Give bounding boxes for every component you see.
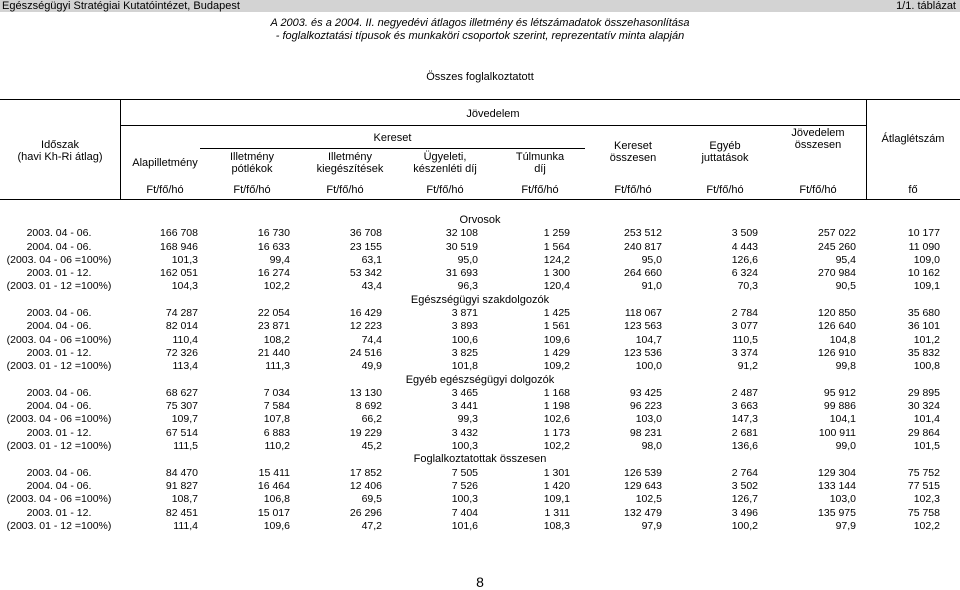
table-cell: 104,1 xyxy=(829,413,856,426)
table-cell: 36 708 xyxy=(349,227,382,240)
table-cell: 6 883 xyxy=(263,426,290,439)
table-cell: 24 516 xyxy=(349,346,382,359)
table-cell: 102,3 xyxy=(913,493,940,506)
table-cell: 7 034 xyxy=(263,386,290,399)
table-cell: 100,3 xyxy=(451,440,478,453)
kereset-osszesen-header xyxy=(593,140,673,164)
table-cell: 43,4 xyxy=(361,280,382,293)
table-cell: 3 825 xyxy=(451,346,478,359)
jovedelem-osszesen-header xyxy=(778,127,858,151)
table-cell: 35 832 xyxy=(907,346,940,359)
table-cell: 75 752 xyxy=(907,466,940,479)
table-cell: 2 784 xyxy=(731,307,758,320)
period-header-line2: (havi Kh-Ri átlag) xyxy=(17,151,103,163)
table-row xyxy=(0,440,960,453)
illetmeny-potlekok-header xyxy=(212,151,292,175)
table-cell: 69,5 xyxy=(361,493,382,506)
table-cell: 123 563 xyxy=(624,320,662,333)
header-line: Ügyeleti, xyxy=(423,151,467,163)
row-label: 2003. 01 - 12. xyxy=(26,426,92,439)
table-cell: 257 022 xyxy=(818,227,856,240)
table-cell: 84 470 xyxy=(165,466,198,479)
table-cell: 123 536 xyxy=(624,346,662,359)
table-cell: 3 496 xyxy=(731,506,758,519)
unit-label: Ft/fő/hó xyxy=(146,184,184,196)
title-line-2: - foglalkoztatási típusok és munkaköri csoportok szerint, reprezentatív minta alapján xyxy=(275,30,685,42)
table-row xyxy=(0,241,960,254)
table-cell: 107,8 xyxy=(263,413,290,426)
table-cell: 126 539 xyxy=(624,466,662,479)
row-label: (2003. 04 - 06 =100%) xyxy=(6,253,112,266)
table-cell: 29 864 xyxy=(907,426,940,439)
table-cell: 101,6 xyxy=(451,519,478,532)
table-cell: 1 425 xyxy=(543,307,570,320)
table-cell: 110,2 xyxy=(264,440,290,453)
row-label: 2004. 04 - 06. xyxy=(26,320,92,333)
unit-label: Ft/fő/hó xyxy=(426,184,464,196)
table-cell: 53 342 xyxy=(349,267,382,280)
table-cell: 99,0 xyxy=(835,440,856,453)
table-cell: 113,4 xyxy=(172,360,198,373)
table-cell: 45,2 xyxy=(361,440,382,453)
table-cell: 29 895 xyxy=(907,386,940,399)
table-cell: 1 420 xyxy=(543,479,570,492)
table-cell: 162 051 xyxy=(160,267,198,280)
table-cell: 16 464 xyxy=(257,479,290,492)
table-cell: 91,0 xyxy=(641,280,662,293)
table-cell: 3 077 xyxy=(731,320,758,333)
header-line: juttatások xyxy=(701,152,749,164)
table-cell: 100,0 xyxy=(635,360,662,373)
table-cell: 135 975 xyxy=(818,506,856,519)
header-line: pótlékok xyxy=(231,163,273,175)
table-cell: 1 198 xyxy=(543,400,570,413)
row-label: (2003. 04 - 06 =100%) xyxy=(6,333,112,346)
header-line: díj xyxy=(534,163,546,175)
unit-label: Ft/fő/hó xyxy=(799,184,837,196)
table-cell: 13 130 xyxy=(349,386,382,399)
table-cell: 129 643 xyxy=(624,479,662,492)
table-cell: 16 274 xyxy=(257,267,290,280)
table-cell: 99 886 xyxy=(823,400,856,413)
table-row xyxy=(0,267,960,280)
table-cell: 100,3 xyxy=(451,493,478,506)
table-cell: 120,4 xyxy=(543,280,570,293)
table-cell: 111,4 xyxy=(173,519,198,532)
jovedelem-header: Jövedelem xyxy=(466,108,520,120)
table-cell: 22 054 xyxy=(257,307,290,320)
row-label: 2003. 01 - 12. xyxy=(26,506,92,519)
header-line: összesen xyxy=(609,152,657,164)
header-bar xyxy=(0,0,960,12)
unit-label: Ft/fő/hó xyxy=(521,184,559,196)
table-cell: 100,6 xyxy=(451,333,478,346)
table-cell: 30 519 xyxy=(445,240,478,253)
table-cell: 99,3 xyxy=(457,413,478,426)
row-label: 2003. 04 - 06. xyxy=(26,227,92,240)
table-cell: 95,0 xyxy=(457,253,478,266)
table-cell: 102,2 xyxy=(263,280,290,293)
table-cell: 270 984 xyxy=(818,267,856,280)
table-cell: 111,5 xyxy=(173,440,198,453)
unit-label: Ft/fő/hó xyxy=(233,184,271,196)
row-label: (2003. 01 - 12 =100%) xyxy=(6,360,112,373)
institute-name: Egészségügyi Stratégiai Kutatóintézet, Budapest xyxy=(2,0,240,12)
row-label: 2004. 04 - 06. xyxy=(26,479,92,492)
table-cell: 109,0 xyxy=(913,253,940,266)
table-cell: 11 090 xyxy=(908,240,940,253)
header-line: Egyéb xyxy=(709,140,741,152)
table-cell: 3 441 xyxy=(451,400,478,413)
table-cell: 132 479 xyxy=(624,506,662,519)
table-cell: 4 443 xyxy=(731,240,758,253)
section-heading xyxy=(0,294,960,307)
table-cell: 30 324 xyxy=(907,400,940,413)
table-cell: 3 509 xyxy=(731,227,758,240)
table-cell: 68 627 xyxy=(165,386,198,399)
table-cell: 77 515 xyxy=(907,479,940,492)
table-row xyxy=(0,320,960,333)
table-cell: 102,6 xyxy=(543,413,570,426)
table-cell: 49,9 xyxy=(361,360,382,373)
subtitle: Összes foglalkoztatott xyxy=(426,71,534,83)
table-cell: 75 758 xyxy=(907,506,940,519)
table-cell: 36 101 xyxy=(907,320,940,333)
table-cell: 101,5 xyxy=(913,440,940,453)
row-label: 2003. 01 - 12. xyxy=(26,346,92,359)
row-label: (2003. 01 - 12 =100%) xyxy=(6,280,112,293)
table-cell: 109,7 xyxy=(171,413,198,426)
table-cell: 7 505 xyxy=(451,466,478,479)
table-cell: 126 640 xyxy=(818,320,856,333)
table-row xyxy=(0,507,960,520)
period-header xyxy=(0,139,120,163)
table-cell: 3 374 xyxy=(731,346,758,359)
table-cell: 102,5 xyxy=(635,493,662,506)
table-cell: 8 692 xyxy=(355,400,382,413)
unit-label: Ft/fő/hó xyxy=(706,184,744,196)
table-cell: 147,3 xyxy=(731,413,758,426)
table-cell: 1 173 xyxy=(543,426,570,439)
table-cell: 245 260 xyxy=(818,240,856,253)
table-body xyxy=(0,214,960,533)
table-cell: 70,3 xyxy=(737,280,758,293)
table-cell: 104,3 xyxy=(171,280,198,293)
table-cell: 1 429 xyxy=(543,346,570,359)
table-cell: 110,4 xyxy=(172,333,198,346)
table-row xyxy=(0,347,960,360)
unit-label: Ft/fő/hó xyxy=(614,184,652,196)
table-cell: 108,2 xyxy=(263,333,290,346)
title-line-1: A 2003. és a 2004. II. negyedévi átlagos illetmény és létszámadatok összehasonlítása xyxy=(270,17,690,29)
page-number: 8 xyxy=(476,574,484,590)
egyeb-header xyxy=(685,140,765,164)
table-cell: 95,0 xyxy=(641,253,662,266)
table-cell: 2 764 xyxy=(731,466,758,479)
table-cell: 264 660 xyxy=(624,267,662,280)
table-cell: 16 429 xyxy=(349,307,382,320)
table-cell: 108,7 xyxy=(171,493,198,506)
table-row xyxy=(0,467,960,480)
table-cell: 3 465 xyxy=(451,386,478,399)
table-cell: 63,1 xyxy=(361,253,382,266)
section-heading xyxy=(0,453,960,466)
kereset-underline xyxy=(200,148,585,149)
table-cell: 72 326 xyxy=(165,346,198,359)
row-label: (2003. 01 - 12 =100%) xyxy=(6,440,112,453)
table-row xyxy=(0,334,960,347)
table-cell: 32 108 xyxy=(445,227,478,240)
table-cell: 15 411 xyxy=(258,466,290,479)
table-cell: 93 425 xyxy=(629,386,662,399)
table-row xyxy=(0,387,960,400)
table-row xyxy=(0,307,960,320)
table-cell: 16 730 xyxy=(257,227,290,240)
row-label: 2004. 04 - 06. xyxy=(26,400,92,413)
table-cell: 82 014 xyxy=(165,320,198,333)
header-line: Illetmény xyxy=(327,151,373,163)
table-cell: 17 852 xyxy=(349,466,382,479)
table-cell: 110,5 xyxy=(732,333,758,346)
table-cell: 19 229 xyxy=(349,426,382,439)
table-row xyxy=(0,427,960,440)
table-cell: 95,4 xyxy=(835,253,856,266)
section-heading xyxy=(0,374,960,387)
illetmeny-kieg-header xyxy=(300,151,400,175)
table-cell: 104,7 xyxy=(635,333,662,346)
table-cell: 10 162 xyxy=(907,267,940,280)
table-cell: 1 561 xyxy=(543,320,570,333)
table-cell: 99,8 xyxy=(835,360,856,373)
table-cell: 1 301 xyxy=(543,466,570,479)
table-cell: 109,6 xyxy=(543,333,570,346)
table-cell: 91,2 xyxy=(737,360,758,373)
section-title: Orvosok xyxy=(459,214,501,226)
table-cell: 101,4 xyxy=(913,413,940,426)
table-cell: 74 287 xyxy=(165,307,198,320)
table-cell: 3 502 xyxy=(731,479,758,492)
table-cell: 97,9 xyxy=(835,519,856,532)
table-cell: 66,2 xyxy=(361,413,382,426)
table-cell: 75 307 xyxy=(165,400,198,413)
header-line: Illetmény xyxy=(229,151,275,163)
table-cell: 3 893 xyxy=(451,320,478,333)
header-line: Jövedelem xyxy=(791,127,845,139)
table-cell: 7 584 xyxy=(263,400,290,413)
table-cell: 3 871 xyxy=(451,307,478,320)
table-cell: 10 177 xyxy=(907,227,940,240)
section-title: Foglalkoztatottak összesen xyxy=(413,453,547,466)
table-cell: 126 910 xyxy=(818,346,856,359)
table-cell: 136,6 xyxy=(731,440,758,453)
table-cell: 126,7 xyxy=(731,493,758,506)
row-label: 2003. 04 - 06. xyxy=(26,466,92,479)
table-row xyxy=(0,400,960,413)
header-line: készenléti díj xyxy=(413,163,477,175)
header-line: Kereset xyxy=(614,140,652,152)
section-heading xyxy=(0,214,960,227)
table-cell: 168 946 xyxy=(160,240,198,253)
section-title: Egyéb egészségügyi dolgozók xyxy=(405,373,555,386)
table-cell: 15 017 xyxy=(257,506,290,519)
header-line: kiegészítések xyxy=(316,163,384,175)
table-cell: 100,2 xyxy=(731,519,758,532)
table-row xyxy=(0,360,960,373)
table-cell: 104,8 xyxy=(829,333,856,346)
table-cell: 124,2 xyxy=(543,253,570,266)
table-cell: 120 850 xyxy=(818,307,856,320)
table-cell: 82 451 xyxy=(165,506,198,519)
table-cell: 96 223 xyxy=(629,400,662,413)
jovedelem-underline xyxy=(120,125,866,126)
table-row xyxy=(0,493,960,506)
table-row xyxy=(0,480,960,493)
table-cell: 109,1 xyxy=(543,493,570,506)
table-cell: 3 432 xyxy=(451,426,478,439)
table-cell: 23 155 xyxy=(349,240,382,253)
table-cell: 12 406 xyxy=(349,479,382,492)
table-cell: 126,6 xyxy=(731,253,758,266)
table-cell: 101,3 xyxy=(171,253,198,266)
table-cell: 100,8 xyxy=(913,360,940,373)
header-line: összesen xyxy=(794,139,842,151)
table-row xyxy=(0,413,960,426)
row-label: (2003. 01 - 12 =100%) xyxy=(6,519,112,532)
table-cell: 7 526 xyxy=(451,479,478,492)
table-cell: 101,8 xyxy=(451,360,478,373)
table-cell: 12 223 xyxy=(349,320,382,333)
table-cell: 240 817 xyxy=(624,240,662,253)
row-label: 2004. 04 - 06. xyxy=(26,240,92,253)
table-cell: 21 440 xyxy=(257,346,290,359)
table-cell: 74,4 xyxy=(361,333,382,346)
table-cell: 2 487 xyxy=(731,386,758,399)
row-label: 2003. 04 - 06. xyxy=(26,307,92,320)
table-cell: 1 564 xyxy=(543,240,570,253)
table-cell: 103,0 xyxy=(635,413,662,426)
table-cell: 253 512 xyxy=(624,227,662,240)
table-cell: 67 514 xyxy=(165,426,198,439)
atlaglletszam-header: Átlaglétszám xyxy=(881,133,945,145)
table-cell: 90,5 xyxy=(835,280,856,293)
table-cell: 95 912 xyxy=(823,386,856,399)
row-label: 2003. 01 - 12. xyxy=(26,267,92,280)
table-cell: 23 871 xyxy=(257,320,290,333)
table-row xyxy=(0,227,960,240)
table-cell: 31 693 xyxy=(445,267,478,280)
table-cell: 102,2 xyxy=(913,519,940,532)
table-cell: 109,1 xyxy=(913,280,940,293)
table-cell: 109,2 xyxy=(543,360,570,373)
ugyeleti-header xyxy=(395,151,495,175)
table-cell: 98 231 xyxy=(629,426,662,439)
table-cell: 102,2 xyxy=(543,440,570,453)
table-cell: 1 300 xyxy=(543,267,570,280)
table-row xyxy=(0,254,960,267)
table-cell: 98,0 xyxy=(641,440,662,453)
table-cell: 99,4 xyxy=(269,253,290,266)
table-cell: 100 911 xyxy=(818,426,856,439)
table-cell: 7 404 xyxy=(451,506,478,519)
row-label: (2003. 04 - 06 =100%) xyxy=(6,413,112,426)
table-number: 1/1. táblázat xyxy=(896,0,956,12)
table-cell: 2 681 xyxy=(731,426,758,439)
table-cell: 26 296 xyxy=(349,506,382,519)
alapilletmeny-header: Alapilletmény xyxy=(132,157,198,169)
table-cell: 108,3 xyxy=(543,519,570,532)
table-cell: 109,6 xyxy=(263,519,290,532)
table-cell: 97,9 xyxy=(641,519,662,532)
header-line: Túlmunka xyxy=(515,151,565,163)
table-row xyxy=(0,280,960,293)
unit-label: Ft/fő/hó xyxy=(326,184,364,196)
table-cell: 111,3 xyxy=(265,360,290,373)
table-cell: 166 708 xyxy=(160,227,198,240)
table-cell: 3 663 xyxy=(731,400,758,413)
table-cell: 129 304 xyxy=(818,466,856,479)
table-cell: 101,2 xyxy=(913,333,940,346)
table-cell: 1 168 xyxy=(543,386,570,399)
table-cell: 1 259 xyxy=(543,227,570,240)
row-label: 2003. 04 - 06. xyxy=(26,386,92,399)
row-label: (2003. 04 - 06 =100%) xyxy=(6,493,112,506)
table-cell: 118 067 xyxy=(624,307,662,320)
tulmunka-header xyxy=(500,151,580,175)
table-cell: 96,3 xyxy=(457,280,478,293)
table-cell: 16 633 xyxy=(257,240,290,253)
table-cell: 103,0 xyxy=(829,493,856,506)
table-cell: 91 827 xyxy=(165,479,198,492)
table-row xyxy=(0,520,960,533)
kereset-header: Kereset xyxy=(373,132,412,144)
table-cell: 1 311 xyxy=(544,506,570,519)
unit-label: fő xyxy=(908,184,918,196)
table-cell: 47,2 xyxy=(361,519,382,532)
table-cell: 133 144 xyxy=(818,479,856,492)
section-title: Egészségügyi szakdolgozók xyxy=(410,293,550,306)
table-cell: 106,8 xyxy=(263,493,290,506)
table-cell: 6 324 xyxy=(731,267,758,280)
table-cell: 35 680 xyxy=(907,307,940,320)
period-header-line1: Időszak xyxy=(41,139,79,151)
